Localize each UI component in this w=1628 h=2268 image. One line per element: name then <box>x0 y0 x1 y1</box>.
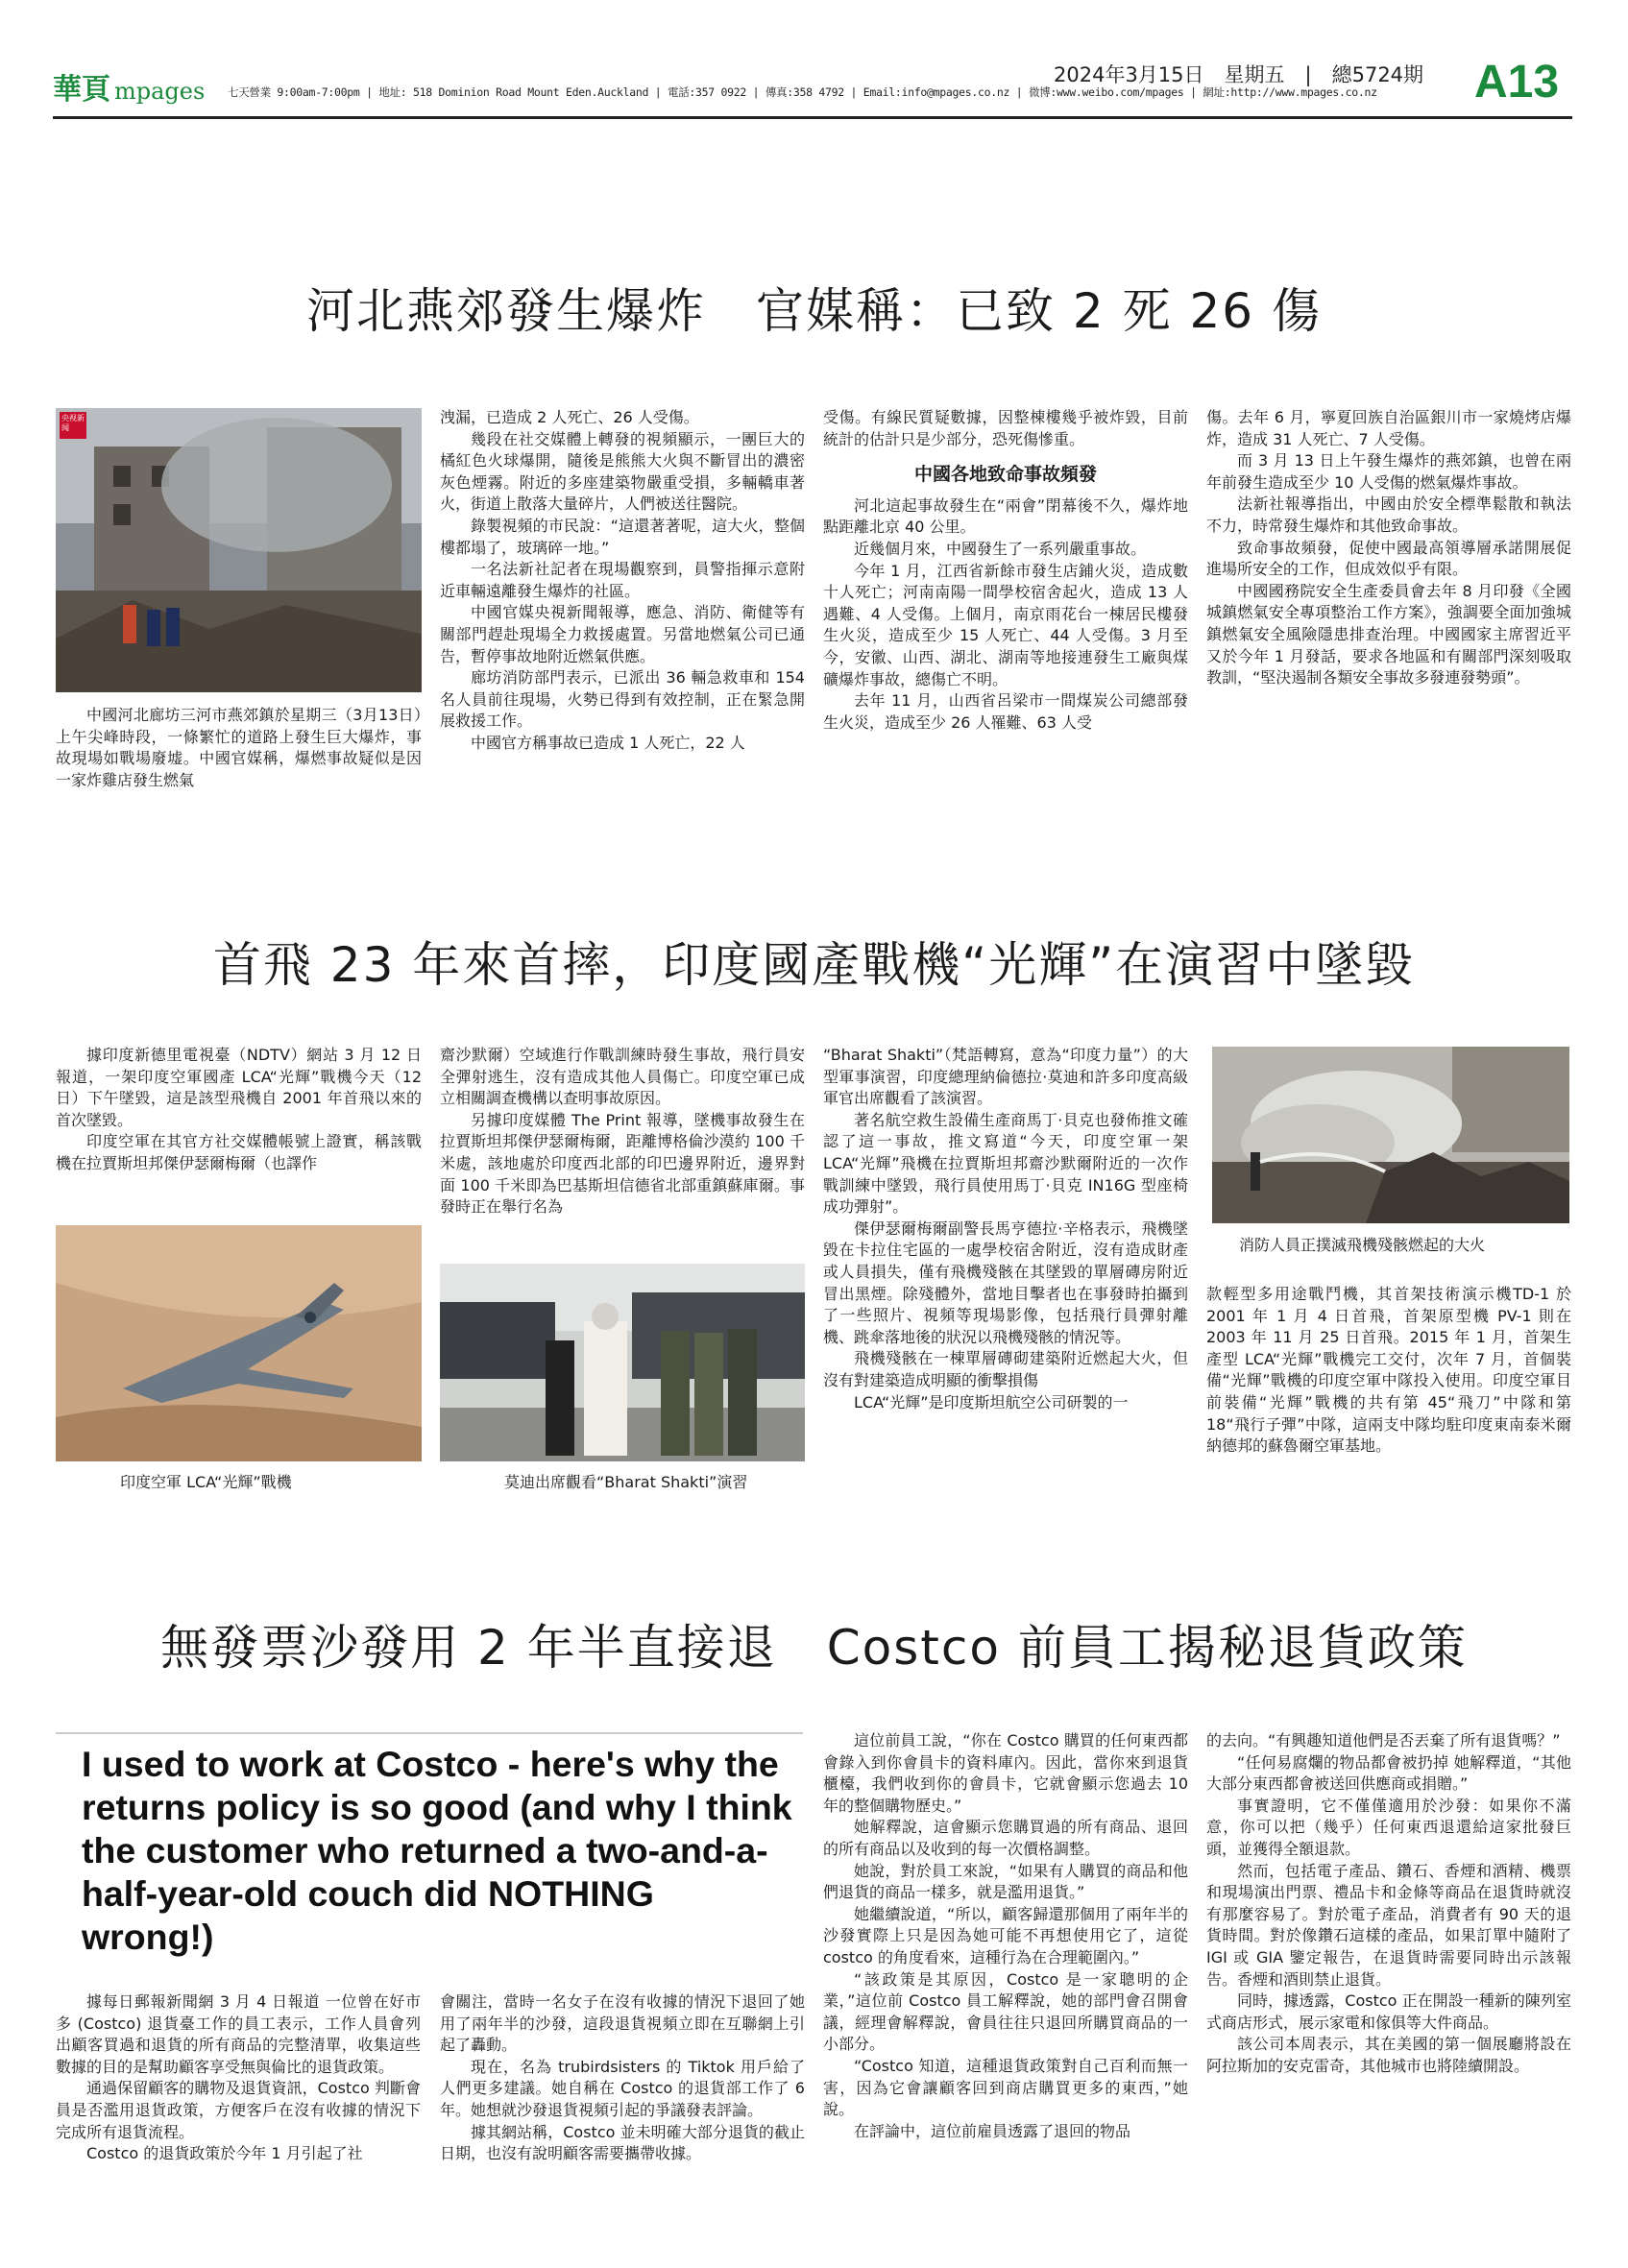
article1-subhead: 中國各地致命事故頻發 <box>913 464 1097 486</box>
article2-col4 <box>1206 1284 1571 1458</box>
photo1-caption: 印度空軍 LCA“光輝”戰機 <box>120 1473 292 1491</box>
paragraph: Costco 的退貨政策於今年 1 月引起了社 <box>86 2144 363 2163</box>
logo-cn: 華頁 <box>53 73 110 107</box>
paragraph: 洩漏，已造成 2 人死亡、26 人受傷。 <box>440 408 699 426</box>
paragraph: 傑伊瑟爾梅爾副警長馬亨德拉·辛格表示，飛機墜毀在卡拉住宅區的一處學校宿舍附近，沒有造成財產或人員損失，僅有飛機殘骸在其墜毀的單層磚房附近冒出黑煙。除殘體外，當地目擊者也在事發時拍攝到了一些照片、視頻等現場影像，包括飛行員彈射離機、跳傘落地後的狀況以飛機殘骸的情況等。 <box>823 1218 1188 1346</box>
paragraph: 據其網站稱，Costco 並未明確大部分退貨的截止日期，也沒有說明顧客需要攜帶收據。 <box>440 2122 805 2163</box>
paragraph: 中國官方稱事故已造成 1 人死亡，22 人 <box>471 733 745 752</box>
photo3-caption: 消防人員正撲滅飛機殘骸燃起的大火 <box>1239 1236 1486 1254</box>
paragraph: 在評論中，這位前雇員透露了退回的物品 <box>854 2121 1131 2140</box>
paragraph: 的去向。“有興趣知道他們是否丟棄了所有退貨嗎？” <box>1206 1731 1561 1749</box>
paragraph: 法新社報導指出，中國由於安全標準鬆散和執法不力，時常發生爆炸和其他致命事故。 <box>1206 495 1571 535</box>
paragraph: 據印度新德里電視臺（NDTV）網站 3 月 12 日報道，一架印度空軍國產 LCA“光輝”戰機今天（12 日）下午墜毀，這是該型飛機自 2001 年首飛以來的首次墜毀。 <box>56 1046 422 1129</box>
paragraph: 同時，據透露，Costco 正在開設一種新的陳列室式商店形式，展示家電和傢俱等大件商品。 <box>1206 1991 1571 2032</box>
paragraph: 一名法新社記者在現場觀察到，員警指揮示意附近車輛遠離發生爆炸的社區。 <box>440 560 805 600</box>
paragraph: “任何易腐爛的物品都會被扔掉 她解釋道，“其他大部分東西都會被送回供應商或捐贈。” <box>1206 1752 1571 1794</box>
paragraph: 印度空軍在其官方社交媒體帳號上證實，稱該戰機在拉賈斯坦邦傑伊瑟爾梅爾（也譯作 <box>56 1132 422 1172</box>
paragraph: 中國官媒央視新聞報導，應急、消防、衛健等有關部門趕赴現場全力救援處置。另當地燃氣公司已通告，暫停事故地附近燃氣供應。 <box>440 603 805 665</box>
paragraph: 廊坊消防部門表示，已派出 36 輛急救車和 154 名人員前往現場，火勢已得到有效控制，正在緊急開展救援工作。 <box>440 668 805 731</box>
newspaper-logo <box>53 65 205 108</box>
paragraph: 然而，包括電子產品、鑽石、香煙和酒精、機票和現場演出門票、禮品卡和金條等商品在退貨時就沒有那麼容易了。對於電子產品，消費者有 90 天的退貨時間。對於像鑽石這樣的產品，如果訂單中隨附了 IGI 或 GIA 鑒定報告，在退貨時需要同時出示該報告。香煙和酒則禁止退貨。 <box>1206 1861 1571 1989</box>
paragraph: 近幾個月來，中國發生了一系列嚴重事故。 <box>854 539 1147 558</box>
paragraph: 致命事故頻發，促使中國最高領導層承諾開展促進場所安全的工作，但成效似乎有限。 <box>1206 538 1571 579</box>
article2-col2 <box>440 1045 805 1218</box>
paragraph: 她解釋說，這會顯示您購買過的所有商品、退回的所有商品以及收到的每一次價格調整。 <box>823 1818 1188 1858</box>
paragraph: 飛機殘骸在一棟單層磚砌建築附近燃起大火，但沒有對建築造成明顯的衝擊損傷 <box>823 1349 1188 1389</box>
paragraph: 中國國務院安全生產委員會去年 8 月印發《全國城鎮燃氣安全專項整治工作方案》，強調要全面加強城鎮燃氣安全風險隱患排查治理。中國國家主席習近平又於今年 1 月發話，要求各地區和有關部門深刻吸取教訓，“堅決遏制各類安全事故多發連發勢頭”。 <box>1206 581 1571 688</box>
masthead-rule <box>53 116 1572 119</box>
article2-col3 <box>823 1045 1188 1413</box>
contact-line: 七天營業 9:00am-7:00pm | 地址: 518 Dominion Road Mount Eden.Auckland | 電話:357 0922 | 傳真:358 4792 | Email:info@mpages.co.nz | 微博:www.weibo.com/mpages | 網址:http://www.mpages.co.nz <box>228 85 1377 99</box>
paragraph: “Bharat Shakti”（梵語轉寫，意為“印度力量”）的大型軍事演習，印度總理納倫德拉·莫迪和許多印度高級軍官出席觀看了該演習。 <box>823 1046 1188 1108</box>
article1-col4 <box>1206 407 1571 689</box>
article1-caption: 中國河北廊坊三河市燕郊鎮於星期三（3月13日）上午尖峰時段，一條繁忙的道路上發生巨大爆炸，事故現場如戰場廢墟。中國官媒稱，爆燃事故疑似是因一家炸雞店發生燃氣 <box>56 706 422 789</box>
article1-col2 <box>440 407 805 755</box>
photo-tag: 央视新闻 <box>61 414 85 432</box>
wreckage-photo <box>1212 1047 1569 1223</box>
paragraph: 河北這起事故發生在“兩會”閉幕後不久，爆炸地點距離北京 40 公里。 <box>823 495 1188 537</box>
paragraph: 據每日郵報新聞網 3 月 4 日報道 一位曾在好市多 (Costco) 退貨臺工作的員工表示，工作人員會列出顧客買過和退貨的所有商品的完整清單，收集這些數據的目的是幫助顧客享受無與倫比的退貨政策。 <box>56 1992 421 2076</box>
article3-col3 <box>823 1730 1188 2142</box>
article1-col3 <box>823 407 1188 734</box>
paragraph: LCA“光輝”是印度斯坦航空公司研製的一 <box>854 1392 1129 1411</box>
english-headline: I used to work at Costco - here's why the returns policy is so good (and why I think the customer who returned a two-and-a-half-year-old couch did NOTHING wrong!) <box>82 1744 792 1957</box>
paragraph: 幾段在社交媒體上轉發的視頻顯示，一團巨大的橘紅色火球爆開，隨後是熊熊大火與不斷冒出的濃密灰色煙霧。附近的多座建築物嚴重受損，多輛轎車著火，街道上散落大量碎片，人們被送往醫院。 <box>440 429 805 514</box>
english-headline-rule <box>56 1732 803 1734</box>
article3-col1 <box>56 1991 421 2165</box>
paragraph: 事實證明，它不僅僅適用於沙發：如果你不滿意，你可以把（幾乎）任何東西退還給這家批發巨頭，並獲得全額退款。 <box>1206 1796 1571 1858</box>
paragraph: “Costco 知道，這種退貨政策對自己百利而無一害，因為它會讓顧客回到商店購買更多的東西，”她說。 <box>823 2056 1188 2119</box>
article3-col2 <box>440 1991 805 2165</box>
paragraph: 通過保留顧客的購物及退貨資訊，Costco 判斷會員是否濫用退貨政策，方便客戶在沒有收據的情況下完成所有退貨流程。 <box>56 2079 421 2141</box>
article2-col1 <box>56 1045 422 1175</box>
explosion-photo <box>56 408 422 692</box>
paragraph: 今年 1 月，江西省新餘市發生店鋪火災，造成數十人死亡；河南南陽一間學校宿舍起火，造成 13 人遇難、4 人受傷。上個月，南京雨花台一棟居民樓發生火災，造成至少 15 人死亡、44 人受傷。3 月至今，安徽、山西、湖北、湖南等地接連發生工廠與煤礦爆炸事故，總傷亡不明。 <box>823 561 1188 688</box>
logo-en: mpages <box>114 78 206 105</box>
paragraph: 去年 11 月，山西省呂梁市一間煤炭公司總部發生火災，造成至少 26 人罹難、63 人受 <box>823 691 1188 732</box>
page-number: A13 <box>1474 57 1560 108</box>
paragraph: 傷。去年 6 月，寧夏回族自治區銀川市一家燒烤店爆炸，造成 31 人死亡、7 人受傷。 <box>1206 408 1571 448</box>
paragraph: 另據印度媒體 The Print 報導，墜機事故發生在拉賈斯坦邦傑伊瑟爾梅爾，距離博格倫沙漠約 100 千米處，該地處於印度西北部的印巴邊界附近，邊界對面 100 千米即為巴基斯坦信德省北部重鎮蘇庫爾。事發時正在舉行名為 <box>440 1110 805 1217</box>
paragraph: 她說，對於員工來說，“如果有人購買的商品和他們退貨的商品一樣多，就是濫用退貨。” <box>823 1861 1188 1902</box>
paragraph: 受傷。有線民質疑數據，因整棟樓幾乎被炸毀，目前統計的估計只是少部分，恐死傷慘重。 <box>823 408 1188 448</box>
paragraph: 而 3 月 13 日上午發生爆炸的燕郊鎮，也曾在兩年前發生造成至少 10 人受傷的燃氣爆炸事故。 <box>1206 451 1571 492</box>
article2-headline: 首飛 23 年來首摔，印度國產戰機“光輝”在演習中墜毀 <box>212 937 1416 993</box>
article1-headline: 河北燕郊發生爆炸 官媒稱：已致 2 死 26 傷 <box>305 283 1322 339</box>
photo2-caption: 莫迪出席觀看“Bharat Shakti”演習 <box>504 1473 748 1491</box>
paragraph: “該政策是其原因，Costco 是一家聰明的企業，”這位前 Costco 員工解釋說，她的部門會召開會議，經理會解釋說，會員往往只退回所購買商品的一小部分。 <box>823 1969 1188 2054</box>
fighter-jet-photo <box>56 1225 422 1461</box>
article3-col4 <box>1206 1730 1571 2078</box>
paragraph: 錄製視頻的市民說：“這還著著呢，這大火，整個樓都塌了，玻璃碎一地。” <box>440 516 805 557</box>
paragraph: 著名航空救生設備生產商馬丁·貝克也發佈推文確認了這一事故，推文寫道“今天，印度空軍一架 LCA“光輝”飛機在拉賈斯坦邦齋沙默爾附近的一次作戰訓練中墜毀，飛行員使用馬丁·貝克 IN16G 型座椅成功彈射”。 <box>823 1110 1188 1217</box>
paragraph: 她繼續說道，“所以，顧客歸還那個用了兩年半的沙發實際上只是因為她可能不再想使用它了，這從 costco 的角度看來，這種行為在合理範圍內。” <box>823 1904 1188 1966</box>
paragraph: 該公司本周表示，其在美國的第一個展廳將設在阿拉斯加的安克雷奇，其他城市也將陸續開設。 <box>1206 2035 1571 2075</box>
article3-headline: 無發票沙發用 2 年半直接退 Costco 前員工揭秘退貨政策 <box>160 1620 1468 1676</box>
paragraph: 這位前員工說，“你在 Costco 購買的任何東西都會錄入到你會員卡的資料庫內。因此，當你來到退貨櫃檯，我們收到你的會員卡，它就會顯示您過去 10 年的整個購物歷史。” <box>823 1731 1188 1815</box>
issue-date: 2024年3月15日 星期五 | 總5724期 <box>1054 63 1424 86</box>
modi-photo <box>440 1264 805 1461</box>
masthead <box>53 56 1580 113</box>
paragraph: 會關注，當時一名女子在沒有收據的情況下退回了她用了兩年半的沙發，這段退貨視頻立即在互聯網上引起了轟動。 <box>440 1992 805 2055</box>
paragraph: 款輕型多用途戰鬥機，其首架技術演示機TD-1 於 2001 年 1 月 4 日首飛，首架原型機 PV-1 則在 2003 年 11 月 25 日首飛。2015 年 1 月，首架生產型 LCA“光輝”戰機完工交付，次年 7 月，首個裝備“光輝”戰機的印度空軍中隊投入使用。印度空軍目前裝備“光輝”戰機的共有第 45“飛刀”中隊和第 18“飛行子彈”中隊，這兩支中隊均駐印度東南泰米爾納德邦的蘇魯爾空軍基地。 <box>1206 1285 1571 1456</box>
paragraph: 現在，名為 trubirdsisters 的 Tiktok 用戶給了人們更多建議。她自稱在 Costco 的退貨部工作了 6 年。她想就沙發退貨視頻引起的爭議發表評論。 <box>440 2057 805 2119</box>
paragraph: 齋沙默爾）空域進行作戰訓練時發生事故，飛行員安全彈射逃生，沒有造成其他人員傷亡。印度空軍已成立相關調查機構以查明事故原因。 <box>440 1046 805 1108</box>
